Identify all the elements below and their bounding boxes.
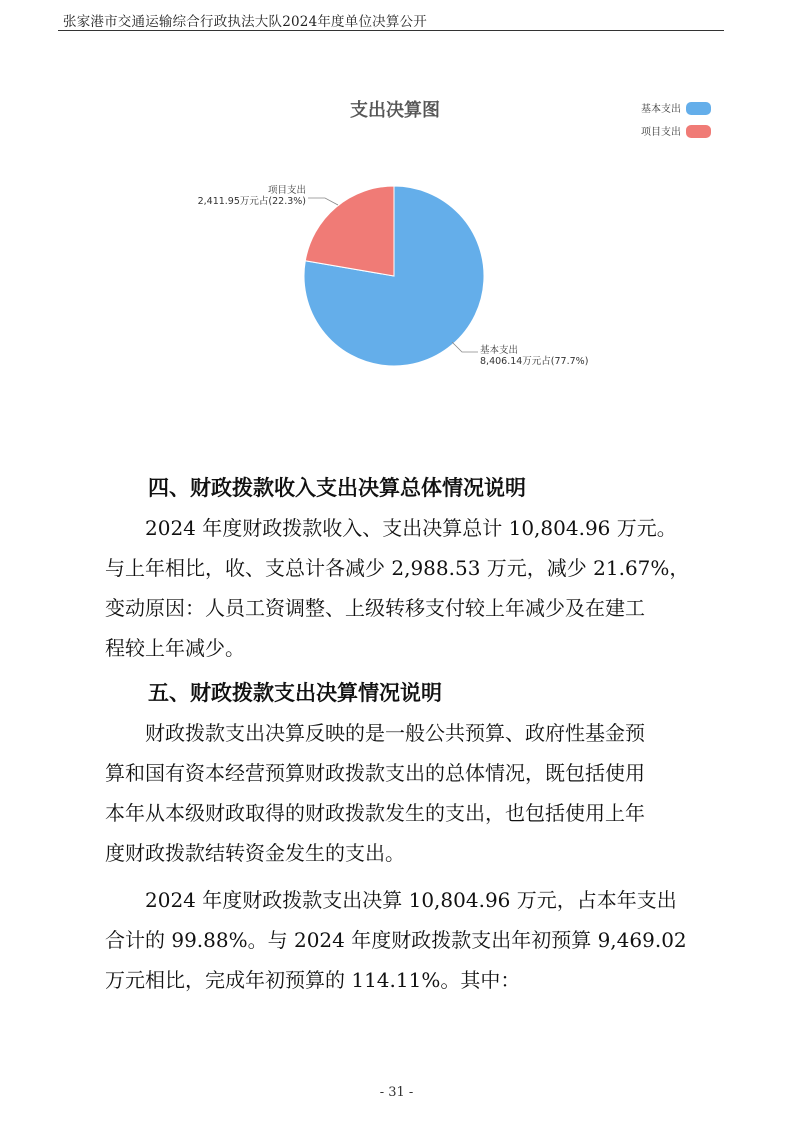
slice-label-project-value: 2,411.95万元占(22.3%)	[197, 196, 306, 207]
section-5-paragraph-2	[105, 880, 695, 1000]
paragraph-line: 变动原因：人员工资调整、上级转移支付较上年减少及在建工	[105, 596, 645, 620]
leader-line-basic	[452, 342, 478, 352]
paragraph-line: 算和国有资本经营预算财政拨款支出的总体情况，既包括使用	[105, 761, 645, 785]
paragraph-line: 财政拨款支出决算反映的是一般公共预算、政府性基金预	[105, 721, 645, 745]
paragraph-line: 本年从本级财政取得的财政拨款发生的支出，也包括使用上年	[105, 801, 645, 825]
section-4-heading: 四、财政拨款收入支出决算总体情况说明	[148, 475, 526, 500]
slice-label-basic-name: 基本支出	[480, 345, 519, 356]
leader-line-project	[308, 198, 338, 205]
paragraph-line: 程较上年减少。	[105, 636, 245, 660]
paragraph-line: 2024 年度财政拨款收入、支出决算总计 10,804.96 万元。	[105, 516, 677, 540]
slice-label-basic-value: 8,406.14万元占(77.7%)	[480, 356, 589, 367]
legend-swatch-project	[686, 125, 711, 138]
legend-swatch-basic	[686, 102, 711, 115]
page-header-title: 张家港市交通运输综合行政执法大队2024年度单位决算公开	[63, 14, 427, 30]
chart-title: 支出决算图	[350, 100, 440, 121]
expenditure-pie-chart	[0, 0, 793, 420]
slice-label-project-name: 项目支出	[267, 185, 306, 196]
paragraph-line: 2024 年度财政拨款支出决算 10,804.96 万元，占本年支出	[105, 888, 677, 912]
legend-label-project: 项目支出	[641, 127, 681, 138]
section-5-paragraph-1	[105, 713, 695, 873]
paragraph-line: 度财政拨款结转资金发生的支出。	[105, 841, 405, 865]
paragraph-line: 万元相比，完成年初预算的 114.11%。其中：	[105, 968, 521, 992]
section-4-paragraph	[105, 508, 695, 668]
page-number: - 31 -	[379, 1085, 414, 1100]
paragraph-line: 合计的 99.88%。与 2024 年度财政拨款支出年初预算 9,469.02	[105, 928, 687, 952]
chart-legend	[641, 102, 711, 138]
pie-slices	[304, 186, 484, 366]
slice-label-project	[198, 184, 306, 207]
pie-slice-project	[305, 186, 394, 276]
paragraph-line: 与上年相比，收、支总计各减少 2,988.53 万元，减少 21.67%，	[105, 556, 690, 580]
section-5-heading: 五、财政拨款支出决算情况说明	[148, 680, 442, 705]
slice-label-basic	[480, 344, 588, 367]
legend-label-basic: 基本支出	[641, 104, 681, 115]
